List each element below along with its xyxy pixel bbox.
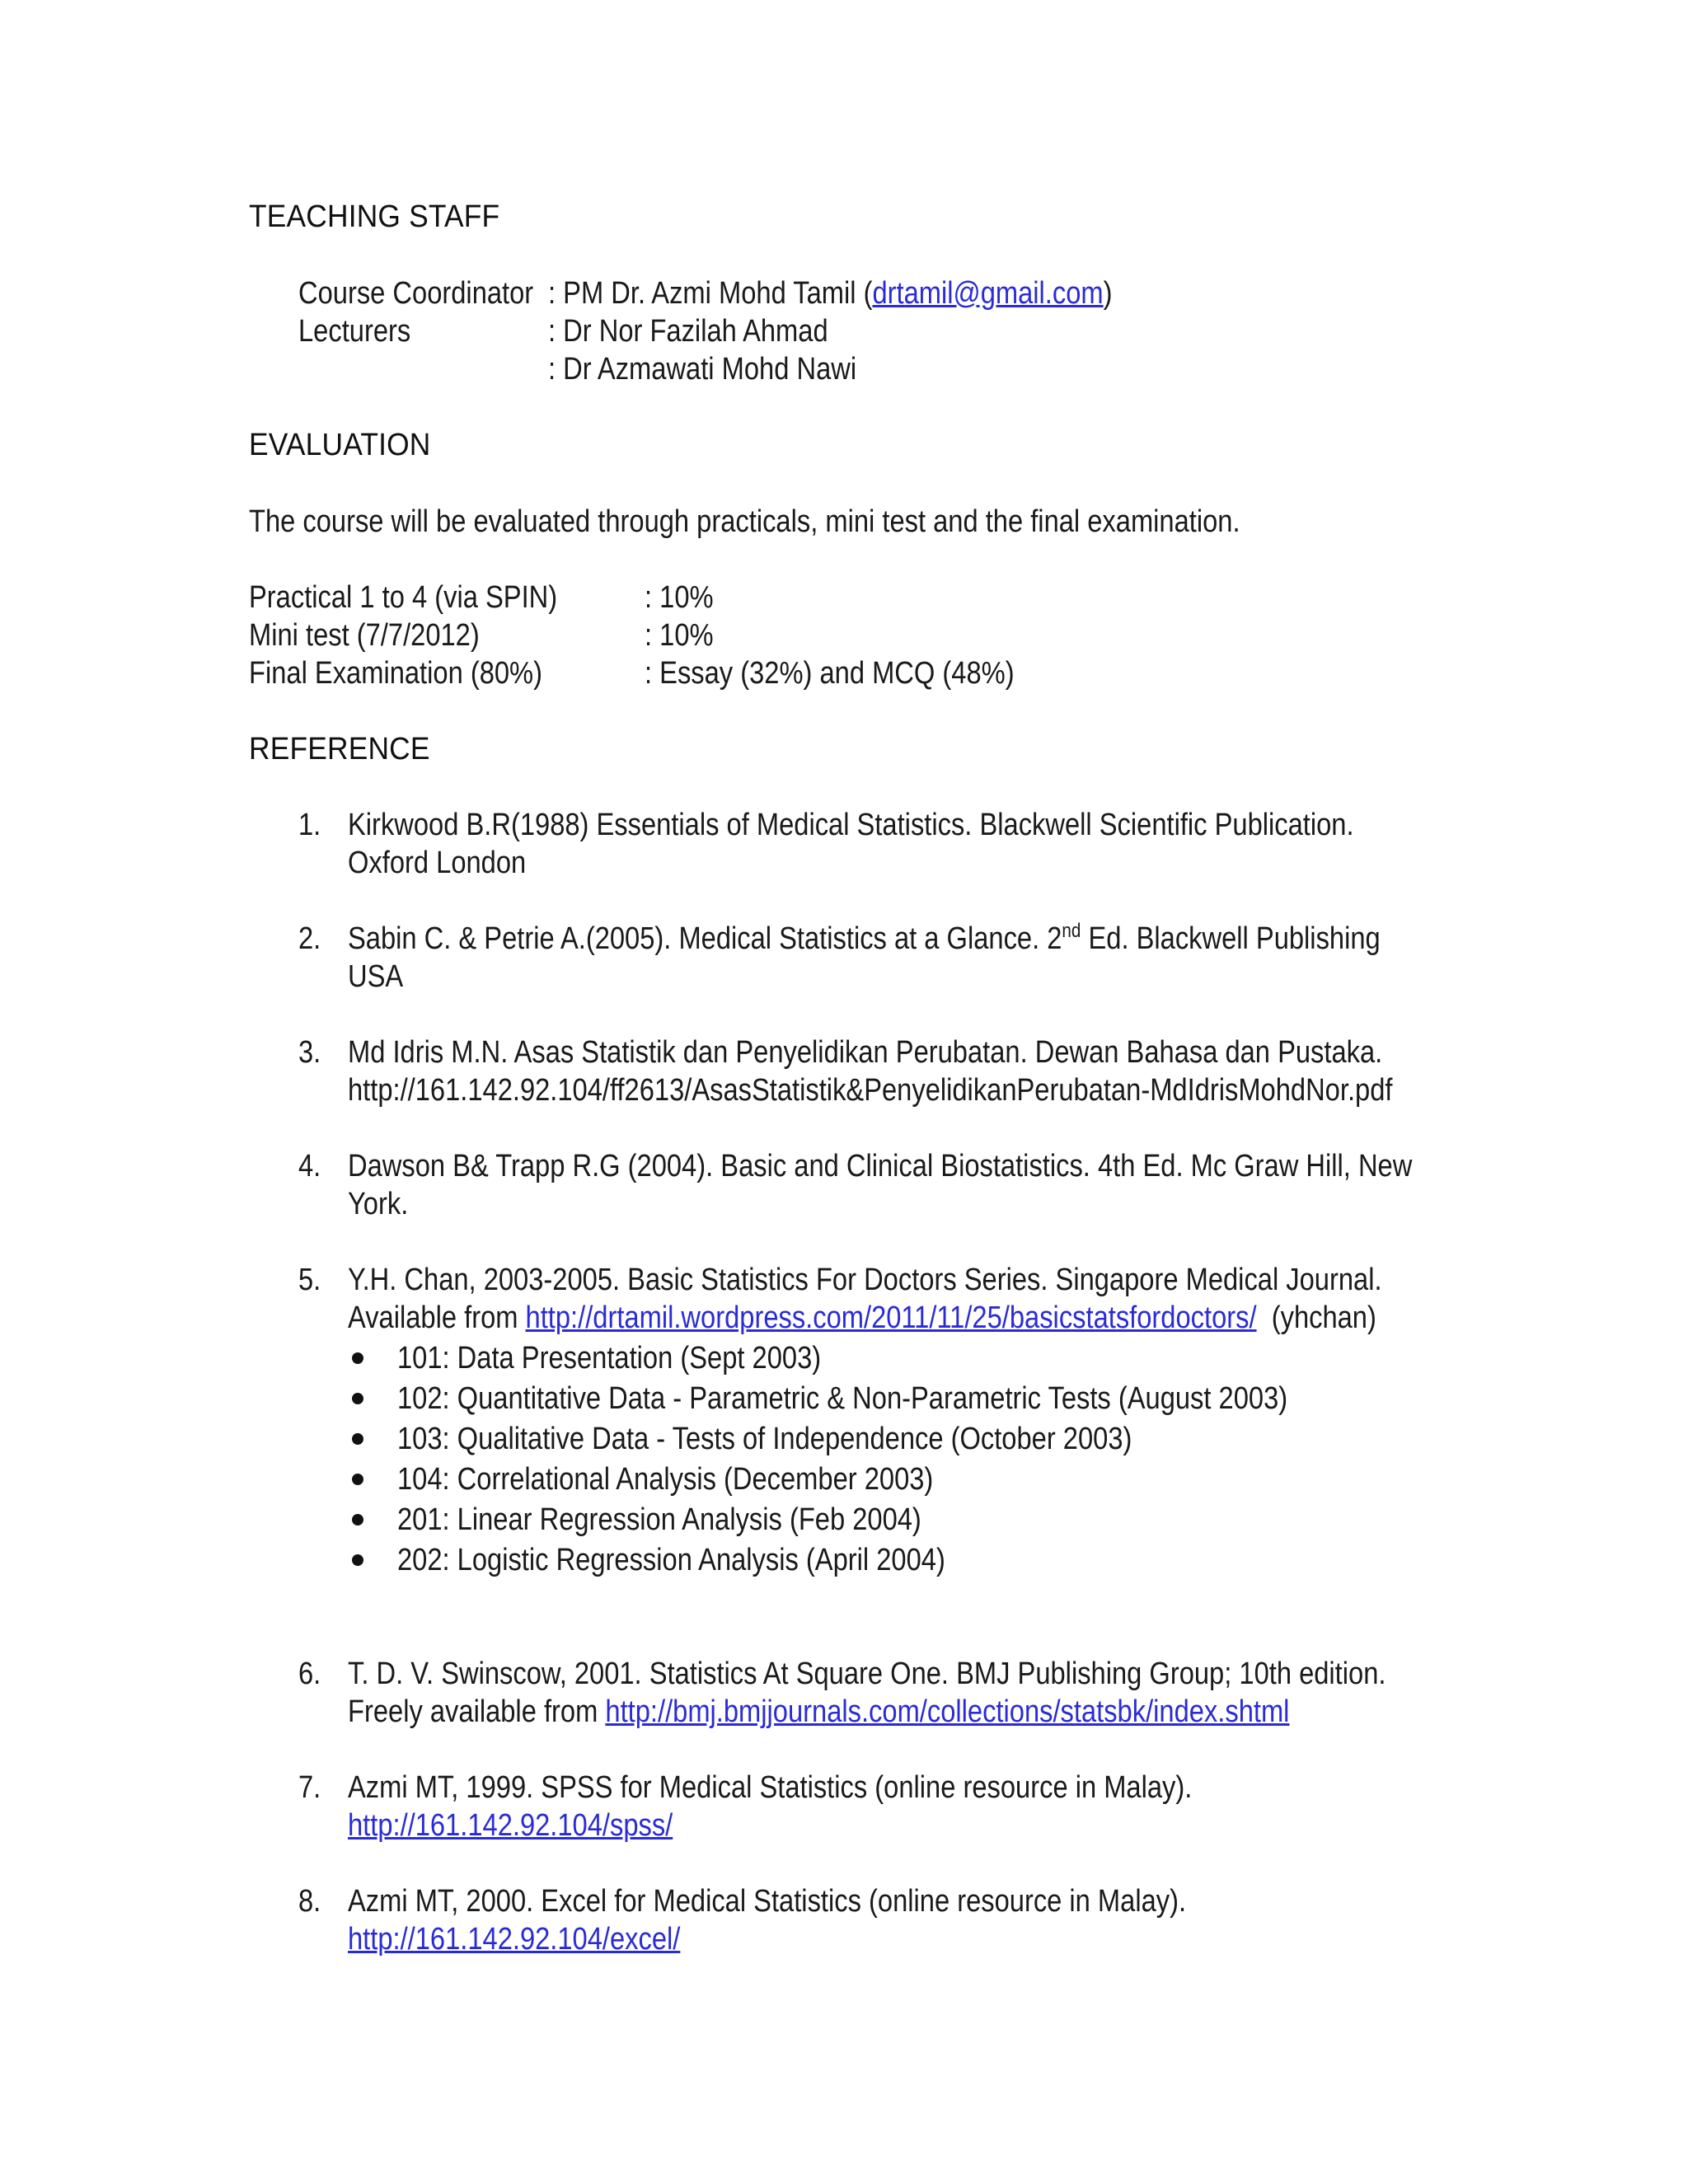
reference-number: 6. <box>298 1657 321 1691</box>
reference-number: 7. <box>298 1770 321 1805</box>
bullet-icon <box>352 1433 363 1445</box>
reference-text: (yhchan) <box>1256 1301 1376 1335</box>
reference-body <box>348 1882 1323 1958</box>
reference-line <box>348 1920 1186 1958</box>
reference-body <box>348 1655 1554 1731</box>
coordinator-label: Course Coordinator <box>298 276 534 311</box>
evaluation-label: Mini test (7/7/2012) <box>249 618 480 653</box>
reference-body <box>348 1769 1329 1844</box>
reference-body <box>348 1261 1550 1337</box>
yhchan-series-link[interactable]: http://drtamil.wordpress.com/2011/11/25/basicstatsfordoctors/ <box>525 1301 1257 1335</box>
bullet-icon <box>352 1514 363 1526</box>
bullet-icon <box>352 1393 363 1404</box>
list-item-text: 103: Qualitative Data - Tests of Independence (October 2003) <box>397 1422 1132 1456</box>
reference-body <box>348 1033 1563 1109</box>
reference-line: Dawson B& Trapp R.G (2004). Basic and Clinical Biostatistics. 4th Ed. Mc Graw Hill, New <box>348 1149 1413 1183</box>
lecturers-label: Lecturers <box>298 314 411 349</box>
reference-line: T. D. V. Swinscow, 2001. Statistics At Square One. BMJ Publishing Group; 10th edition. <box>348 1657 1386 1691</box>
teaching-staff-heading: TEACHING STAFF <box>249 199 500 234</box>
coordinator-close-paren: ) <box>1103 276 1113 311</box>
list-item-text: 201: Linear Regression Analysis (Feb 2004) <box>397 1502 921 1537</box>
reference-line <box>348 920 1381 958</box>
evaluation-value: : 10% <box>645 618 714 653</box>
lecturer-1: : Dr Nor Fazilah Ahmad <box>548 314 828 349</box>
statsbk-link[interactable]: http://bmj.bmjjournals.com/collections/statsbk/index.shtml <box>605 1694 1290 1729</box>
reference-text: Available from <box>348 1301 526 1335</box>
reference-line: USA <box>348 959 404 994</box>
coordinator-name: : PM Dr. Azmi Mohd Tamil ( <box>548 276 873 311</box>
excel-link[interactable]: http://161.142.92.104/excel/ <box>348 1922 681 1957</box>
reference-number: 5. <box>298 1263 321 1297</box>
reference-line: http://161.142.92.104/ff2613/AsasStatistik&PenyelidikanPerubatan-MdIdrisMohdNor.pdf <box>348 1073 1393 1108</box>
evaluation-value: : Essay (32%) and MCQ (48%) <box>645 656 1015 691</box>
evaluation-label: Final Examination (80%) <box>249 656 543 691</box>
spss-link[interactable]: http://161.142.92.104/spss/ <box>348 1808 673 1843</box>
bullet-icon <box>352 1352 363 1364</box>
reference-body <box>348 806 1517 882</box>
coordinator-email-link[interactable]: drtamil@gmail.com <box>872 276 1104 311</box>
list-item-text: 102: Quantitative Data - Parametric & Non-Parametric Tests (August 2003) <box>397 1381 1288 1416</box>
list-item-text: 202: Logistic Regression Analysis (April 2004) <box>397 1543 945 1577</box>
reference-body <box>348 920 1549 996</box>
reference-line: Oxford London <box>348 846 527 880</box>
superscript: nd <box>1062 920 1081 942</box>
reference-line <box>348 1299 1382 1337</box>
reference-line <box>348 1807 1192 1844</box>
coordinator-value <box>548 274 1112 312</box>
reference-text: Ed. Blackwell Publishing <box>1081 921 1381 956</box>
bullet-icon <box>352 1474 363 1485</box>
reference-number: 8. <box>298 1884 321 1919</box>
reference-number: 1. <box>298 808 321 842</box>
reference-line: Md Idris M.N. Asas Statistik dan Penyelidikan Perubatan. Dewan Bahasa dan Pustaka. <box>348 1035 1383 1070</box>
reference-number: 4. <box>298 1149 321 1183</box>
reference-text: Freely available from <box>348 1694 606 1729</box>
evaluation-intro: The course will be evaluated through practicals, mini test and the final examination. <box>249 504 1240 539</box>
reference-line: Y.H. Chan, 2003-2005. Basic Statistics For Doctors Series. Singapore Medical Journal. <box>348 1263 1382 1297</box>
reference-number: 3. <box>298 1035 321 1070</box>
reference-line: York. <box>348 1187 409 1221</box>
reference-line: Kirkwood B.R(1988) Essentials of Medical Statistics. Blackwell Scientific Publication. <box>348 808 1354 842</box>
reference-heading: REFERENCE <box>249 732 430 766</box>
evaluation-label: Practical 1 to 4 (via SPIN) <box>249 580 558 615</box>
evaluation-value: : 10% <box>645 580 714 615</box>
evaluation-heading: EVALUATION <box>249 428 431 462</box>
reference-line <box>348 1693 1386 1731</box>
reference-line: Azmi MT, 1999. SPSS for Medical Statistics (online resource in Malay). <box>348 1770 1193 1805</box>
list-item-text: 101: Data Presentation (Sept 2003) <box>397 1341 822 1376</box>
lecturer-2: : Dr Azmawati Mohd Nawi <box>548 352 857 387</box>
bullet-icon <box>352 1554 363 1566</box>
reference-text: Sabin C. & Petrie A.(2005). Medical Statistics at a Glance. 2 <box>348 921 1062 956</box>
reference-number: 2. <box>298 921 321 956</box>
reference-body <box>348 1147 1586 1223</box>
reference-line: Azmi MT, 2000. Excel for Medical Statistics (online resource in Malay). <box>348 1884 1187 1919</box>
list-item-text: 104: Correlational Analysis (December 2003) <box>397 1462 934 1497</box>
